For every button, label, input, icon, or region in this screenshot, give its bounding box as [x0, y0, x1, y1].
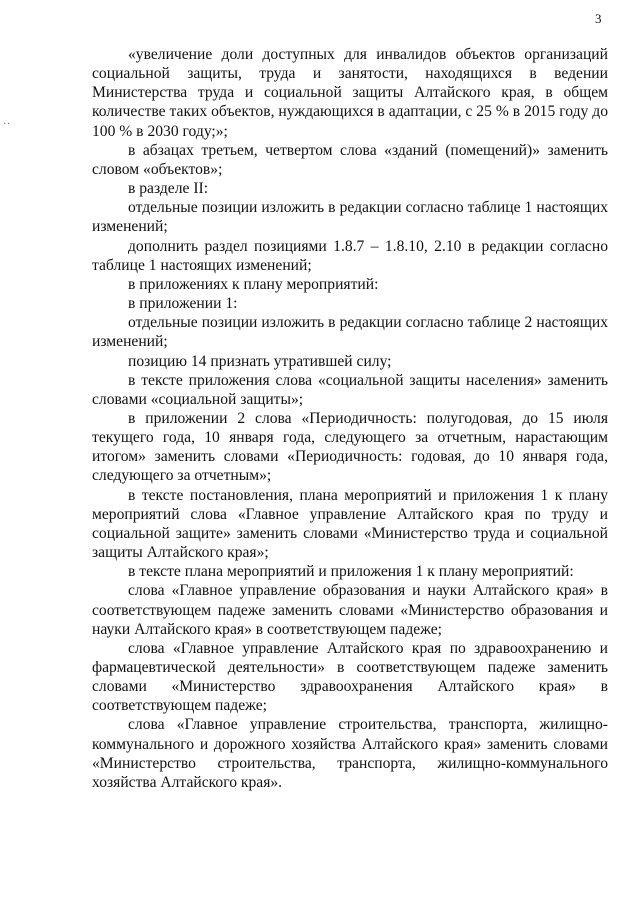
- margin-mark: · ·: [3, 119, 10, 130]
- paragraph-section-2-table-1: отдельные позиции изложить в редакции согласно таблице 1 настоящих изменений;: [92, 199, 608, 236]
- page-number: 3: [595, 11, 602, 26]
- paragraph-paragraphs-3-4: в абзацах третьем, четвертом слова «зданий (помещений)» заменить словом «объектов»;: [92, 141, 608, 178]
- paragraph-position-14: позицию 14 признать утратившей силу;: [128, 352, 392, 370]
- paragraph-ministry-labor: в тексте постановления, плана мероприятий и приложения 1 к плану мероприятий слова «Главное управление Алтайского края по труду и социальной защите» заменить словами «Министерство труда и социальной защиты Алтайского края»;: [92, 486, 608, 562]
- paragraph-appendix-2-periodicity: в приложении 2 слова «Периодичность: полугодовая, до 15 июля текущего года, 10 января года, следующего за отчетным, нарастающим итогом» заменить словами «Периодичность: годовая, до 10 января года, следующего за отчетным»;: [92, 409, 608, 485]
- paragraph-appendix-text-replace: в тексте приложения слова «социальной защиты населения» заменить словами «социальной защиты»;: [92, 371, 608, 408]
- paragraph-plan-text-heading: в тексте плана мероприятий и приложения 1 к плану мероприятий:: [128, 563, 574, 581]
- paragraph-section-2-heading: в разделе II:: [128, 180, 209, 198]
- paragraph-appendices-heading: в приложениях к плану мероприятий:: [128, 275, 379, 293]
- paragraph-ministry-construction: слова «Главное управление строительства, транспорта, жилищно-коммунального и дорожного хозяйства Алтайского края» заменить словами «Министерство строительства, транспорта, жилищно-коммунального хозяйства Алтайского края».: [92, 716, 608, 791]
- paragraph-ministry-education: слова «Главное управление образования и науки Алтайского края» в соответствующем падеже заменить словами «Министерство образования и науки Алтайского края» в соответствующем падеже;: [92, 582, 608, 638]
- paragraph-appendix-1-table-2: отдельные позиции изложить в редакции согласно таблице 2 настоящих изменений;: [92, 314, 608, 351]
- document-body: [92, 45, 608, 792]
- paragraph-appendix-1-heading: в приложении 1:: [128, 295, 238, 313]
- paragraph-target-indicator: «увеличение доли доступных для инвалидов объектов организаций социальной защиты, труда и занятости, находящихся в ведении Министерства труда и социальной защиты Алтайского края, в общем количестве таких объектов, нуждающихся в адаптации, с 25 % в 2015 году до 100 % в 2030 году;»;: [92, 46, 608, 140]
- paragraph-ministry-health: слова «Главное управление Алтайского края по здравоохранению и фармацевтической деятельности» в соответствующем падеже заменить словами «Министерство здравоохранения Алтайского края» в соответствующем падеже;: [92, 639, 608, 715]
- paragraph-section-2-add-positions: дополнить раздел позициями 1.8.7 – 1.8.10, 2.10 в редакции согласно таблице 1 настоящих изменений;: [92, 237, 608, 274]
